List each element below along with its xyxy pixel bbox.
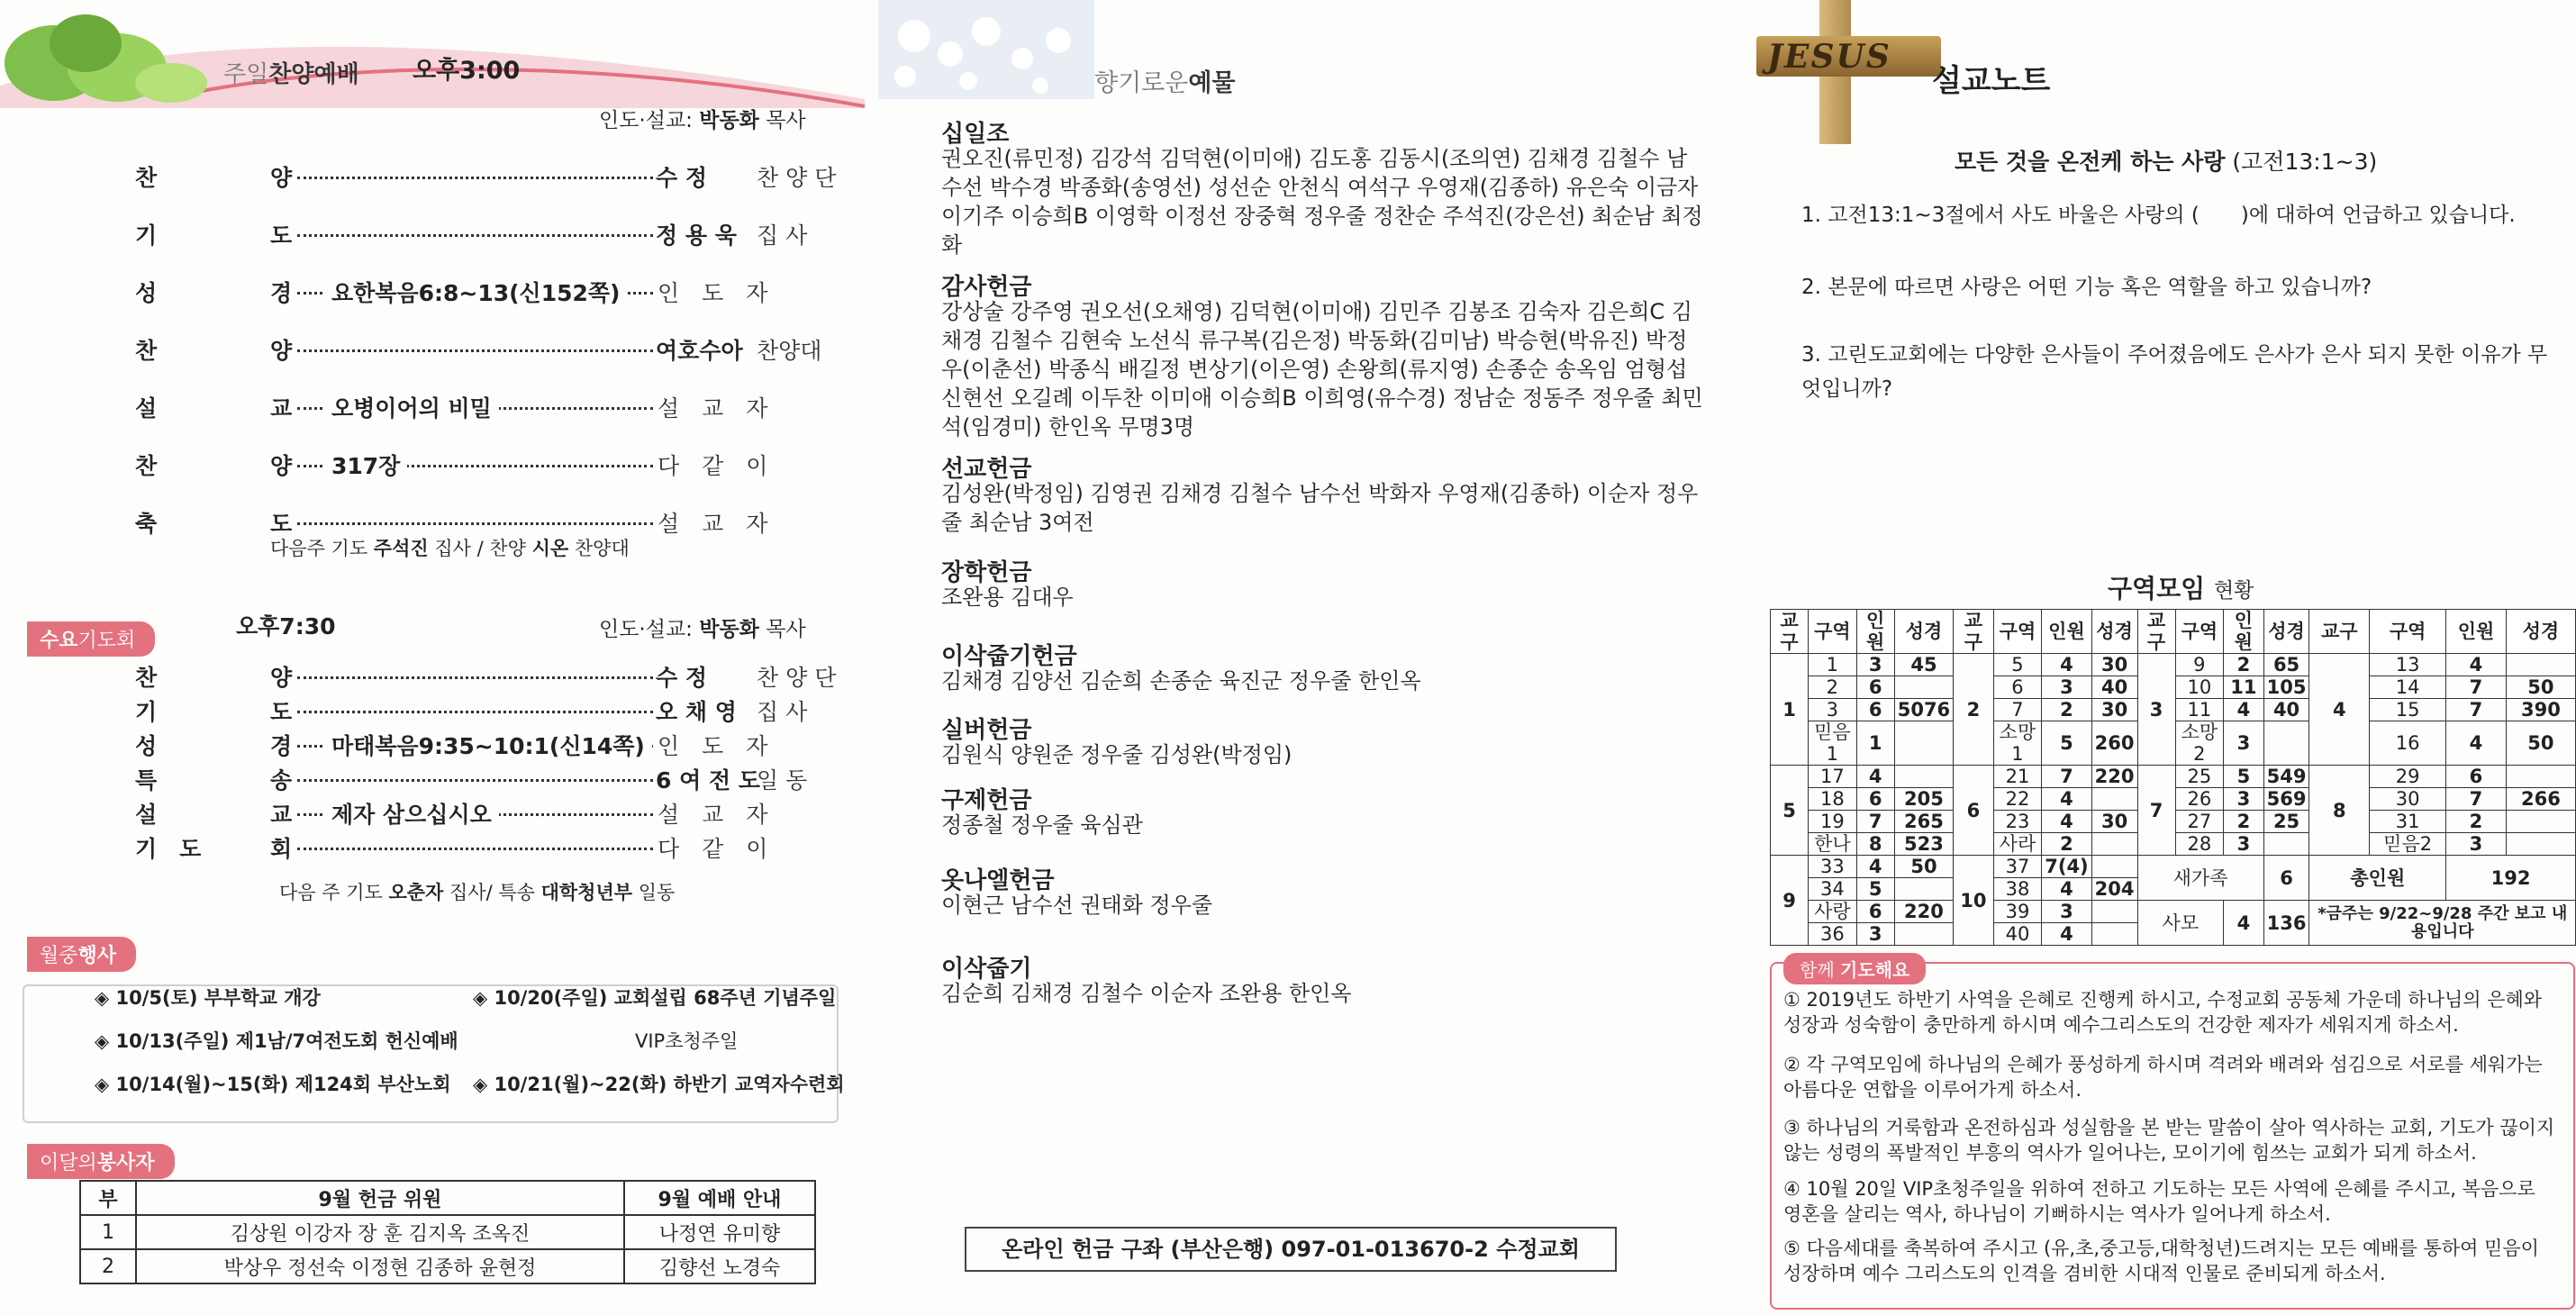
table-cell: 220: [2091, 766, 2137, 788]
table-cell: 6: [1856, 901, 1894, 923]
table-cell: 38: [1993, 878, 2042, 901]
table-cell: 7(4): [2042, 856, 2091, 878]
monthly-events-label: 월중행사: [27, 937, 136, 972]
order-person: 수 정: [656, 165, 708, 191]
table-cell: 40: [2263, 699, 2309, 721]
next-week-wednesday: 다음 주 기도 오춘자 집사/ 특송 대학청년부 일동: [279, 882, 676, 903]
order-label-1: 설: [135, 395, 158, 422]
table-cell: 3: [2042, 901, 2091, 923]
offering-names: 권오진(류민정) 김강석 김덕현(이미애) 김도홍 김동시(조의연) 김채경 김철수 남수선 박수경 박종화(송영선) 성선순 안천식 여석구 우영재(김종하) 유은숙 이금자 이기주 이승희B 이영학 이정선 장중혁 정우줄 정찬순 주석진(강은선) 최순남 최정화: [941, 146, 1703, 258]
table-cell: 25: [2263, 811, 2309, 833]
table-cell: 34: [1809, 878, 1857, 901]
table-cell: 3: [2224, 833, 2264, 856]
order-row: [0, 763, 865, 795]
table-cell: 7: [2446, 676, 2507, 699]
sermon-note-title: 설교노트: [1932, 63, 2051, 99]
table-cell: 2: [2224, 654, 2264, 676]
table-cell: 523: [1894, 833, 1953, 856]
table-cell: 29: [2370, 766, 2446, 788]
table-cell: 31: [2370, 811, 2446, 833]
order-label-2: 양: [270, 453, 293, 479]
dot-leader: [297, 177, 653, 179]
prayer-item: ④ 10월 20일 VIP초청주일을 위하여 전하고 기도하는 모든 사역에 은혜를 주시고, 복음으로 영혼을 살리는 역사, 하나님이 기뻐하시는 역사가 일어나게 하소서.: [1783, 1178, 2535, 1225]
parish-cell: 3: [2137, 654, 2175, 766]
offering-names: 김순희 김채경 김철수 이순자 조완용 한인옥: [941, 981, 1352, 1006]
table-cell: 569: [2263, 788, 2309, 811]
order-label-2: 송: [270, 767, 293, 794]
parish-cell: 8: [2309, 766, 2370, 856]
order-label-1: 찬: [135, 453, 158, 479]
order-row: [0, 797, 865, 830]
order-label-2: 도: [270, 222, 293, 249]
table-cell: [1894, 923, 1953, 946]
servants-table: [79, 1180, 816, 1284]
table-cell: 40: [1993, 923, 2042, 946]
table-cell: 16: [2370, 721, 2446, 766]
table-cell: 50: [2506, 721, 2575, 766]
table-cell: 204: [2091, 878, 2137, 901]
parish-cell: 10: [1954, 856, 1994, 946]
table-cell: 3: [1856, 923, 1894, 946]
week-note: *금주는 9/22~9/28 주간 보고 내용입니다: [2309, 901, 2576, 946]
prayer-item: ⑤ 다음세대를 축복하여 주시고 (유,초,중고등,대학청년)드려지는 모든 예배를 통하여 믿음이 성장하며 예수 그리스도의 인격을 겸비한 시대적 인물로 준비되게 하소서.: [1783, 1238, 2539, 1284]
dot-leader: [297, 779, 653, 782]
order-row: [0, 218, 865, 250]
order-label-1: 축: [135, 511, 158, 537]
parish-cell: 9: [1771, 856, 1809, 946]
table-cell: 50: [2506, 676, 2575, 699]
order-person: 수 정: [656, 665, 708, 691]
parish-cell: 7: [2137, 766, 2175, 856]
order-role: 다 같 이: [658, 453, 768, 479]
table-cell: 9: [2175, 654, 2224, 676]
evening-service-title: 주일찬양예배: [223, 61, 359, 88]
table-cell: 2: [2446, 811, 2507, 833]
dot-leader: [297, 234, 653, 237]
order-row: [0, 694, 865, 727]
table-cell: 사라: [1993, 833, 2042, 856]
new-family-label: 새가족: [2137, 856, 2263, 901]
table-cell: 1: [80, 1215, 136, 1249]
wednesday-label: 수요기도회: [27, 621, 155, 657]
offering-heading: 옷나엘헌금: [941, 867, 1055, 894]
order-label-1: 기: [135, 699, 158, 725]
offering-heading: 선교헌금: [941, 456, 1032, 483]
table-header: 9월 예배 안내: [624, 1181, 815, 1215]
table-cell: 6: [2446, 766, 2507, 788]
table-cell: 18: [1809, 788, 1857, 811]
table-cell: 3: [1856, 654, 1894, 676]
table-row: [80, 1215, 815, 1249]
question: 1. 고전13:1~3절에서 사도 바울은 사랑의 ( )에 대하여 언급하고 있습니다.: [1801, 204, 2516, 227]
group-status-title: 구역모임 현황: [2108, 574, 2254, 603]
table-cell: 5: [1993, 654, 2042, 676]
table-cell: [2091, 788, 2137, 811]
table-cell: 7: [1856, 811, 1894, 833]
table-cell: 50: [1894, 856, 1953, 878]
offering-names: 강상술 강주영 권오선(오채영) 김덕현(이미애) 김민주 김봉조 김숙자 김은희C 김채경 김철수 김현숙 노선식 류구복(김은정) 박동화(김미남) 박승현(박유진) 박정우(이춘선) 박종식 배길정 변상기(이은영) 손왕희(류지영) 손종순 송옥임 엄형섭 신현선 오길례 이두찬 이미애 이승희B 이희영(유수경) 정남순 정동주 정우줄 최민석(임경미) 한인옥 무명3명: [941, 299, 1703, 440]
table-cell: 65: [2263, 654, 2309, 676]
table-cell: [1894, 721, 1953, 766]
parish-cell: 6: [1954, 766, 1994, 856]
order-row: [0, 333, 865, 366]
table-header: 교구: [2137, 610, 2175, 654]
sermon-subtitle: 모든 것을 온전케 하는 사랑 (고전13:1~3): [1955, 149, 2378, 175]
order-role: 다 같 이: [658, 836, 768, 862]
sermon-note-column: [1756, 0, 2576, 1315]
order-content: 오병이어의 비밀: [324, 391, 499, 423]
event-item: ◈ 10/13(주일) 제1남/7여전도회 헌신예배: [95, 1030, 458, 1052]
table-cell: [2091, 901, 2137, 923]
table-cell: 205: [1894, 788, 1953, 811]
table-cell: 266: [2506, 788, 2575, 811]
parish-cell: 2: [1954, 654, 1994, 766]
table-cell: 30: [2091, 699, 2137, 721]
table-cell: 7: [2446, 788, 2507, 811]
dot-leader: [297, 676, 653, 679]
table-header: 구역: [2370, 610, 2446, 654]
order-role: 설 교 자: [658, 511, 768, 537]
offering-heading: 이삭줍기헌금: [941, 643, 1077, 670]
table-header: 인원: [2446, 610, 2507, 654]
dot-leader: [297, 711, 653, 713]
order-role: 찬 양 단: [757, 665, 837, 691]
table-cell: 1: [1856, 721, 1894, 766]
pastor-wife-label: 사모: [2137, 901, 2224, 946]
table-row: [1771, 856, 2576, 878]
table-cell: [1894, 766, 1953, 788]
order-label-2: 교: [270, 395, 293, 422]
table-cell: 믿음1: [1809, 721, 1857, 766]
table-header: 성경: [1894, 610, 1953, 654]
table-header: 성경: [2263, 610, 2309, 654]
table-header-row: [1771, 610, 2576, 654]
table-cell: 28: [2175, 833, 2224, 856]
order-row: [0, 391, 865, 423]
table-header: 교구: [1954, 610, 1994, 654]
table-cell: 11: [2224, 676, 2264, 699]
table-header: 인원: [2042, 610, 2091, 654]
table-cell: 37: [1993, 856, 2042, 878]
table-cell: 1: [1809, 654, 1857, 676]
order-role: 설 교 자: [658, 395, 768, 422]
table-cell: 소망1: [1993, 721, 2042, 766]
order-label-1: 찬: [135, 665, 158, 691]
table-row: [1771, 766, 2576, 788]
table-header-row: [80, 1181, 815, 1215]
table-cell: 27: [2175, 811, 2224, 833]
table-cell: 박상우 정선숙 이정현 김종하 윤현정: [136, 1249, 624, 1283]
order-role: 인 도 자: [658, 733, 768, 759]
table-cell: 4: [2042, 654, 2091, 676]
table-cell: 39: [1993, 901, 2042, 923]
table-header: 인원: [1856, 610, 1894, 654]
offering-names: 조완용 김대우: [941, 585, 1074, 610]
order-label-1: 성: [135, 280, 158, 306]
table-cell: 25: [2175, 766, 2224, 788]
table-row: [80, 1249, 815, 1283]
table-cell: 7: [1993, 699, 2042, 721]
table-cell: 김향선 노경숙: [624, 1249, 815, 1283]
table-cell: 260: [2091, 721, 2137, 766]
parish-cell: 5: [1771, 766, 1809, 856]
table-cell: 14: [2370, 676, 2446, 699]
table-cell: 390: [2506, 699, 2575, 721]
table-cell: [2263, 721, 2309, 766]
total-label: 총인원: [2309, 856, 2446, 901]
order-label-2: 도: [270, 511, 293, 537]
table-header: 성경: [2091, 610, 2137, 654]
parish-cell: 4: [2309, 654, 2370, 766]
order-row: [0, 160, 865, 193]
table-cell: 4: [2446, 654, 2507, 676]
table-cell: 6: [1856, 699, 1894, 721]
order-person: 6 여 전 도: [656, 767, 760, 794]
event-item: ◈ 10/21(월)~22(화) 하반기 교역자수련회: [473, 1074, 845, 1095]
table-cell: [1894, 676, 1953, 699]
table-header: 인원: [2224, 610, 2264, 654]
order-row: [0, 831, 865, 864]
table-cell: 36: [1809, 923, 1857, 946]
pastor-wife-bible: 136: [2263, 901, 2309, 946]
table-header: 구역: [1809, 610, 1857, 654]
table-cell: 2: [2042, 833, 2091, 856]
table-cell: 4: [2446, 721, 2507, 766]
table-header: 부: [80, 1181, 136, 1215]
table-cell: 김상원 이강자 장 훈 김지옥 조옥진: [136, 1215, 624, 1249]
table-header: 교구: [1771, 610, 1809, 654]
table-cell: 220: [1894, 901, 1953, 923]
table-cell: 30: [2370, 788, 2446, 811]
table-cell: [2506, 766, 2575, 788]
prayer-label: 함께 기도해요: [1783, 953, 1926, 984]
prayer-item: ② 각 구역모임에 하나님의 은혜가 풍성하게 하시며 격려와 배려와 섬김으로 서로를 세워가는 아름다운 연합을 이루어가게 하소서.: [1783, 1054, 2543, 1101]
offerings-column: [878, 0, 1729, 1315]
offering-names: 이현근 남수선 권태화 정우줄: [941, 893, 1213, 918]
table-cell: 30: [2091, 811, 2137, 833]
table-cell: 15: [2370, 699, 2446, 721]
table-cell: 6: [1856, 788, 1894, 811]
table-cell: 17: [1809, 766, 1857, 788]
table-cell: 22: [1993, 788, 2042, 811]
table-cell: [2506, 811, 2575, 833]
table-cell: 4: [1856, 766, 1894, 788]
question: 2. 본문에 따르면 사랑은 어떤 기능 혹은 역할을 하고 있습니까?: [1801, 276, 2372, 299]
table-cell: 5: [2224, 766, 2264, 788]
order-label-2: 회: [270, 836, 293, 862]
order-person: 여호수아: [656, 338, 743, 364]
table-cell: 2: [80, 1249, 136, 1283]
table-cell: 26: [2175, 788, 2224, 811]
order-role: 인 도 자: [658, 280, 768, 306]
table-cell: 5076: [1894, 699, 1953, 721]
group-status-table: [1770, 609, 2576, 946]
servants-label: 이달의봉사자: [27, 1144, 175, 1179]
table-cell: 549: [2263, 766, 2309, 788]
offering-heading: 이삭줍기: [941, 956, 1032, 983]
order-role: 찬양대: [757, 338, 822, 364]
order-label-1: 찬: [135, 165, 158, 191]
table-cell: 13: [2370, 654, 2446, 676]
order-label-2: 교: [270, 802, 293, 828]
order-person: 오 채 영: [656, 699, 737, 725]
table-header: 성경: [2506, 610, 2575, 654]
offering-heading: 구제헌금: [941, 787, 1032, 814]
order-content: 요한복음6:8~13(신152쪽): [324, 276, 627, 308]
parish-cell: 1: [1771, 654, 1809, 766]
table-cell: 5: [2042, 721, 2091, 766]
table-cell: 소망2: [2175, 721, 2224, 766]
order-person: 정 용 욱: [656, 222, 737, 249]
evening-service-time: 오후3:00: [413, 57, 521, 85]
order-label-2: 경: [270, 280, 293, 306]
event-item: ◈ 10/5(토) 부부학교 개강: [95, 987, 321, 1009]
logo-text: JESUS: [1767, 38, 1891, 76]
offerings-title: 향기로운예물: [1094, 69, 1236, 97]
table-cell: 6: [1856, 676, 1894, 699]
online-account: 온라인 헌금 구좌 (부산은행) 097-01-013670-2 수정교회: [965, 1227, 1617, 1272]
next-week-sunday: 다음주 기도 주석진 집사 / 찬양 시온 찬양대: [270, 538, 630, 559]
table-cell: 40: [2091, 676, 2137, 699]
table-cell: 3: [1809, 699, 1857, 721]
order-row: [0, 660, 865, 693]
table-row: [1771, 654, 2576, 676]
table-cell: 4: [1856, 856, 1894, 878]
prayer-item: ③ 하나님의 거룩함과 온전하심과 성실함을 본 받는 말씀이 살아 역사하는 교회, 기도가 끊이지 않는 성령의 폭발적인 부흥의 역사가 일어나는, 모이기에 힘쓰는 교회가 되게 하소서.: [1783, 1117, 2555, 1164]
offering-heading: 실버헌금: [941, 717, 1032, 744]
table-cell: 3: [2224, 788, 2264, 811]
order-label-2: 경: [270, 733, 293, 759]
table-cell: 45: [1894, 654, 1953, 676]
order-label-1: 설: [135, 802, 158, 828]
dot-leader: [297, 848, 653, 850]
table-cell: 6: [1993, 676, 2042, 699]
table-cell: 10: [2175, 676, 2224, 699]
table-header: 구역: [2175, 610, 2224, 654]
new-family-count: 6: [2263, 856, 2309, 901]
table-cell: [2091, 923, 2137, 946]
table-cell: [2506, 654, 2575, 676]
table-cell: 4: [2224, 699, 2264, 721]
table-cell: [2506, 833, 2575, 856]
table-cell: 3: [2042, 676, 2091, 699]
table-cell: 2: [2042, 699, 2091, 721]
order-label-2: 도: [270, 699, 293, 725]
dot-leader: [297, 349, 653, 352]
table-cell: 5: [1856, 878, 1894, 901]
order-role: 설 교 자: [658, 802, 768, 828]
offering-names: 김채경 김양선 김순희 손종순 육진군 정우줄 한인옥: [941, 668, 1421, 694]
table-cell: 19: [1809, 811, 1857, 833]
table-cell: 265: [1894, 811, 1953, 833]
order-row: [0, 729, 865, 761]
table-cell: 4: [2042, 923, 2091, 946]
order-label-1: 기: [135, 222, 158, 249]
offering-heading: 장학헌금: [941, 559, 1032, 586]
table-cell: 30: [2091, 654, 2137, 676]
table-header: 구역: [1993, 610, 2042, 654]
table-cell: 4: [2042, 811, 2091, 833]
order-label-2: 양: [270, 338, 293, 364]
order-role: 일 동: [757, 767, 808, 794]
service-leader: 인도·설교: 박동화 목사: [599, 109, 806, 132]
event-item: VIP초청주일: [635, 1030, 739, 1052]
order-role: 찬 양 단: [757, 165, 837, 191]
order-role: 집 사: [757, 222, 808, 249]
table-cell: 2: [1809, 676, 1857, 699]
table-cell: 7: [2042, 766, 2091, 788]
table-cell: 7: [2446, 699, 2507, 721]
order-content: 마태복음9:35~10:1(신14쪽): [324, 729, 652, 761]
table-header: 교구: [2309, 610, 2370, 654]
table-cell: 믿음2: [2370, 833, 2446, 856]
table-cell: 4: [2042, 878, 2091, 901]
table-cell: 2: [2224, 811, 2264, 833]
order-role: 집 사: [757, 699, 808, 725]
order-content: 317장: [324, 449, 407, 481]
offering-names: 정종철 정우줄 육심관: [941, 812, 1143, 838]
offering-heading: 십일조: [941, 121, 1010, 148]
table-cell: 나정연 유미향: [624, 1215, 815, 1249]
worship-order-column: [0, 0, 865, 1315]
table-cell: 8: [1856, 833, 1894, 856]
event-item: ◈ 10/20(주일) 교회설립 68주년 기념주일: [473, 987, 837, 1009]
order-row: [0, 449, 865, 481]
question: 3. 고린도교회에는 다양한 은사들이 주어졌음에도 은사가 은사 되지 못한 이유가 무엇입니까?: [1801, 343, 2548, 401]
table-row: [1771, 901, 2576, 923]
table-cell: 한나: [1809, 833, 1857, 856]
event-item: ◈ 10/14(월)~15(화) 제124회 부산노회: [95, 1074, 451, 1095]
table-cell: [2091, 833, 2137, 856]
order-label-2: 양: [270, 665, 293, 691]
table-cell: 105: [2263, 676, 2309, 699]
table-cell: 21: [1993, 766, 2042, 788]
table-cell: 3: [2446, 833, 2507, 856]
order-label-1: 찬: [135, 338, 158, 364]
table-cell: [1894, 878, 1953, 901]
offering-heading: 감사헌금: [941, 274, 1032, 301]
table-cell: [2091, 856, 2137, 878]
total-count: 192: [2446, 856, 2576, 901]
table-cell: 11: [2175, 699, 2224, 721]
order-label-2: 양: [270, 165, 293, 191]
table-cell: 23: [1993, 811, 2042, 833]
prayer-item: ① 2019년도 하반기 사역을 은혜로 진행케 하시고, 수정교회 공동체 가운데 하나님의 은혜와 성장과 성숙함이 충만하게 하시며 예수그리스도의 건강한 제자가 세워지게 하소서.: [1783, 989, 2543, 1036]
order-label-1: 성: [135, 733, 158, 759]
flower-decoration: [878, 0, 1094, 99]
wednesday-time: 오후7:30: [236, 613, 336, 639]
order-label-1: 기 도: [135, 836, 202, 862]
table-cell: 3: [2224, 721, 2264, 766]
order-content: 제자 삼으십시오: [324, 797, 499, 830]
table-cell: [2263, 833, 2309, 856]
table-cell: 4: [2042, 788, 2091, 811]
offering-names: 김성완(박정임) 김영권 김채경 김철수 남수선 박화자 우영재(김종하) 이순자 정우줄 최순남 3여전: [941, 481, 1699, 535]
order-row: [0, 276, 865, 308]
table-header: 9월 헌금 위원: [136, 1181, 624, 1215]
table-cell: 사랑: [1809, 901, 1857, 923]
offering-names: 김원식 양원준 정우줄 김성완(박정임): [941, 742, 1293, 767]
table-cell: 33: [1809, 856, 1857, 878]
order-label-1: 특: [135, 767, 158, 794]
pastor-wife-count: 4: [2224, 901, 2264, 946]
wednesday-leader: 인도·설교: 박동화 목사: [599, 618, 806, 641]
dot-leader: [297, 522, 653, 525]
